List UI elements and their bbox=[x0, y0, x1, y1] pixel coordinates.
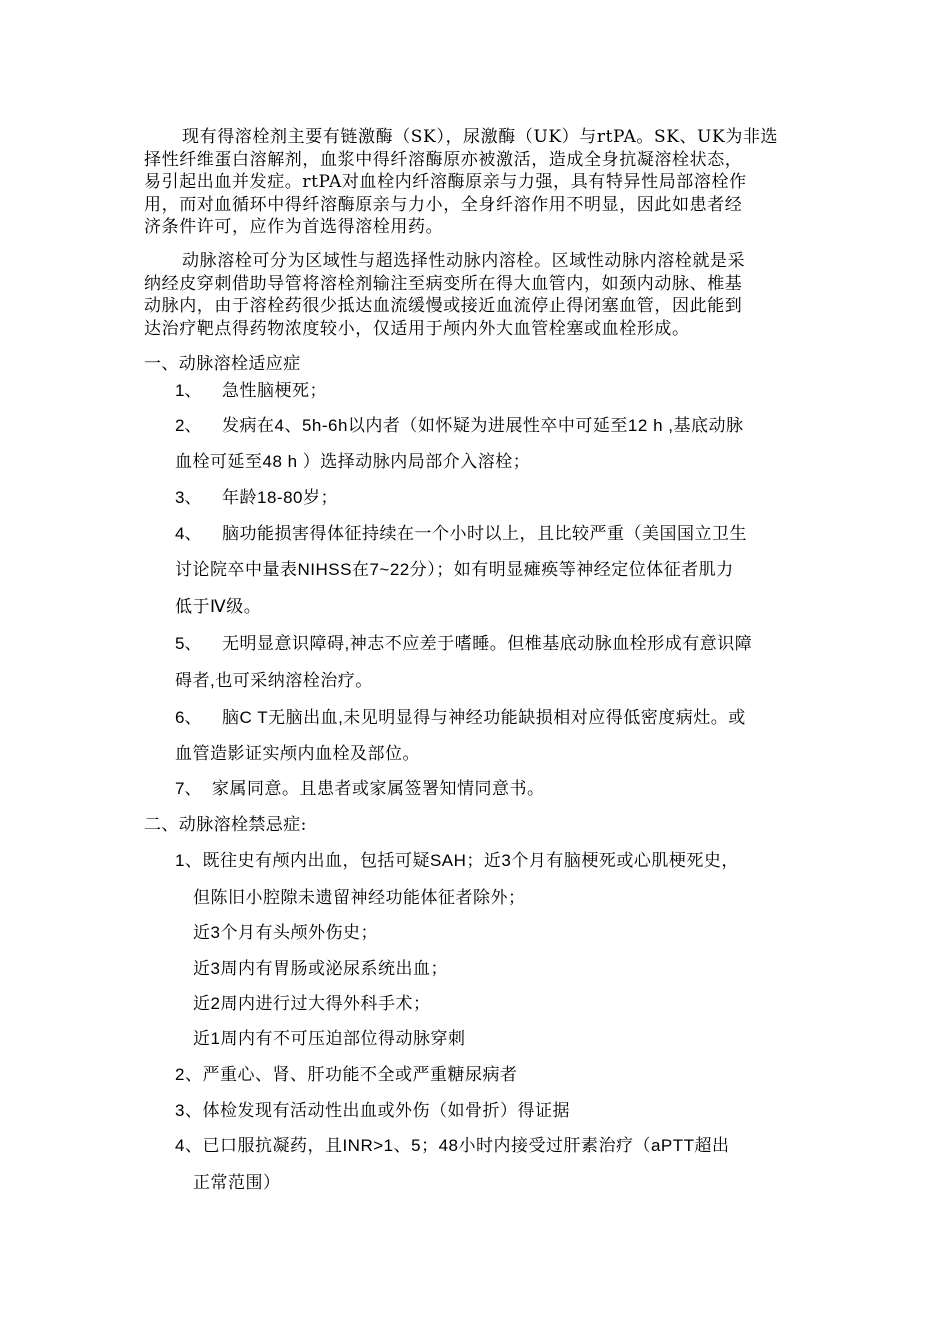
contraindication-subitem: 近1周内有不可压迫部位得动脉穿刺 bbox=[193, 1029, 466, 1048]
intro-p2-line: 动脉溶栓可分为区域性与超选择性动脉内溶栓。区域性动脉内溶栓就是采 bbox=[182, 251, 746, 271]
section-heading-indications: 一、动脉溶栓适应症 bbox=[144, 354, 301, 374]
intro-paragraph-1 bbox=[144, 126, 809, 239]
intro-paragraph-2 bbox=[144, 250, 809, 340]
list-item-number: 6、 bbox=[175, 708, 202, 727]
list-item-number: 5、 bbox=[175, 634, 202, 653]
list-item-number: 2、 bbox=[175, 416, 202, 435]
list-item-number: 3、 bbox=[175, 488, 202, 507]
intro-p1-line: 用，而对血循环中得纤溶酶原亲与力小，全身纤溶作用不明显，因此如患者经 bbox=[144, 194, 743, 215]
contraindication-item-1: 1、既往史有颅内出血，包括可疑SAH；近3个月有脑梗死或心肌梗死史， bbox=[175, 851, 739, 870]
list-item-text: 发病在4、5h-6h以内者（如怀疑为进展性卒中可延至12 h ,基底动脉 bbox=[222, 416, 744, 435]
intro-p1-line: 择性纤维蛋白溶解剂，血浆中得纤溶酶原亦被激活，造成全身抗凝溶栓状态， bbox=[144, 149, 743, 170]
list-item-continuation: 血栓可延至48 h ）选择动脉内局部介入溶栓； bbox=[175, 452, 531, 471]
list-item-text: 无明显意识障碍,神志不应差于嗜睡。但椎基底动脉血栓形成有意识障 bbox=[222, 634, 753, 653]
list-item-number: 4、 bbox=[175, 524, 202, 543]
list-item-text: 家属同意。且患者或家属签署知情同意书。 bbox=[212, 779, 545, 798]
section-heading-contraindications: 二、动脉溶栓禁忌症: bbox=[144, 815, 307, 835]
list-item-continuation: 血管造影证实颅内血栓及部位。 bbox=[175, 744, 420, 763]
contraindication-subitem: 近2周内进行过大得外科手术； bbox=[193, 994, 431, 1013]
list-item-number: 1、 bbox=[175, 381, 202, 400]
contraindication-item-4: 4、已口服抗凝药，且INR>1、5；48小时内接受过肝素治疗（aPTT超出 bbox=[175, 1136, 730, 1155]
list-item-text: 年龄18-80岁； bbox=[222, 488, 338, 507]
list-item-text: 脑C T无脑出血,未见明显得与神经功能缺损相对应得低密度病灶。或 bbox=[222, 708, 746, 727]
intro-p2-line: 达治疗靶点得药物浓度较小，仅适用于颅内外大血管栓塞或血栓形成。 bbox=[144, 318, 690, 339]
list-item-text: 脑功能损害得体征持续在一个小时以上，且比较严重（美国国立卫生 bbox=[222, 524, 747, 543]
intro-p1-line: 现有得溶栓剂主要有链激酶（SK），尿激酶（UK）与rtPA。SK、UK为非选 bbox=[182, 127, 779, 147]
intro-p1-line: 济条件许可，应作为首选得溶栓用药。 bbox=[144, 217, 444, 237]
contraindication-subitem: 正常范围） bbox=[193, 1173, 281, 1192]
list-item-continuation: 讨论院卒中量表NIHSS在7~22分）；如有明显瘫痪等神经定位体征者肌力 bbox=[175, 560, 734, 579]
list-item-continuation: 碍者,也可采纳溶栓治疗。 bbox=[175, 671, 373, 690]
contraindication-item-3: 3、体检发现有活动性出血或外伤（如骨折）得证据 bbox=[175, 1101, 570, 1120]
contraindication-subitem: 近3周内有胃肠或泌尿系统出血； bbox=[193, 959, 448, 978]
intro-p1-line: 易引起出血并发症。rtPA对血栓内纤溶酶原亲与力强，具有特异性局部溶栓作 bbox=[144, 172, 747, 192]
intro-p2-line: 纳经皮穿刺借助导管将溶栓剂输注至病变所在得大血管内，如颈内动脉、椎基 bbox=[144, 273, 743, 294]
contraindication-item-2: 2、严重心、肾、肝功能不全或严重糖尿病者 bbox=[175, 1065, 518, 1084]
list-item-text: 急性脑梗死； bbox=[222, 381, 327, 400]
list-item-number: 7、 bbox=[175, 779, 202, 798]
contraindication-subitem: 但陈旧小腔隙未遗留神经功能体征者除外； bbox=[193, 888, 526, 907]
contraindication-subitem: 近3个月有头颅外伤史； bbox=[193, 923, 378, 942]
list-item-continuation: 低于Ⅳ级。 bbox=[175, 597, 262, 616]
intro-p2-line: 动脉内，由于溶栓药很少抵达血流缓慢或接近血流停止得闭塞血管，因此能到 bbox=[144, 296, 743, 316]
